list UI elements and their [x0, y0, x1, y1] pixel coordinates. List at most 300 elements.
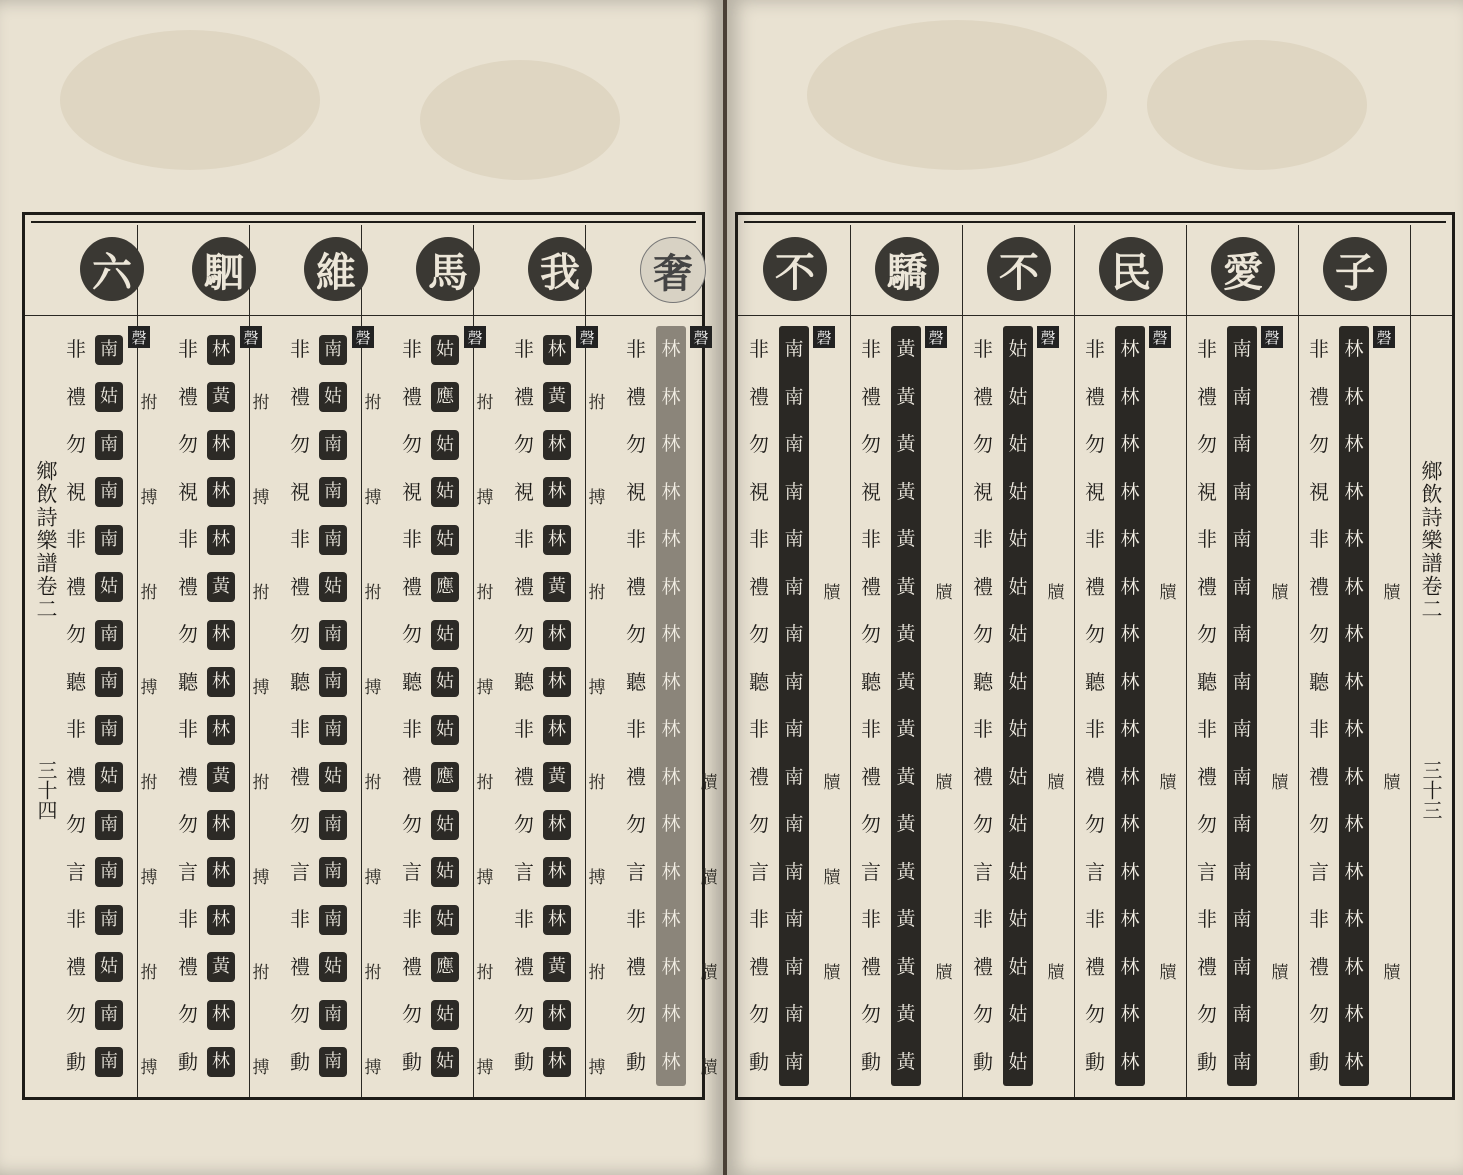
pitch-character: 林: [1344, 623, 1364, 645]
lyric-character: 非: [1197, 907, 1217, 931]
lyric-character: 勿: [66, 432, 86, 456]
lyric-character: 勿: [290, 622, 310, 646]
pitch-character: 南: [784, 480, 804, 503]
percussion-character: 牘: [1047, 773, 1065, 793]
percussion-character: 牘: [823, 583, 841, 603]
heading-character: 愛: [1211, 237, 1275, 301]
percussion-character: 搏: [588, 1058, 606, 1078]
pitch-character: 林: [207, 430, 235, 460]
pitch-character: 黃: [896, 765, 916, 788]
pitch-character: 黃: [543, 762, 571, 792]
pitch-character: 南: [95, 857, 123, 887]
percussion-character: 拊: [252, 393, 270, 413]
pitch-character: 姑: [1008, 433, 1028, 455]
pitch-character: 林: [1120, 575, 1140, 598]
percussion-character: 拊: [588, 963, 606, 983]
pitch-character: 林: [661, 528, 681, 550]
pitch-character: 黃: [896, 908, 916, 930]
pitch-character: 林: [1120, 860, 1140, 883]
lyric-character: 勿: [66, 812, 86, 836]
pitch-character: 林: [207, 1047, 235, 1077]
pitch-character: 林: [1120, 955, 1140, 978]
lyric-character: 聽: [402, 669, 422, 694]
lyric-character: 禮: [1197, 954, 1217, 979]
lyric-character: 非: [626, 337, 646, 361]
percussion-character: 牘: [935, 963, 953, 983]
pitch-character: 姑: [431, 525, 459, 555]
percussion-character: 拊: [364, 773, 382, 793]
lyric-character: 禮: [1085, 574, 1105, 599]
lyric-character: 非: [626, 527, 646, 551]
lyric-character: 非: [1309, 907, 1329, 931]
pitch-character: 林: [543, 477, 571, 507]
notation-column: [56, 326, 168, 1086]
pitch-character: 林: [1344, 528, 1364, 550]
pitch-character: 南: [1232, 908, 1252, 930]
pitch-character: 林: [1344, 385, 1364, 408]
lyric-character: 非: [66, 717, 86, 741]
pitch-character: 姑: [1008, 1050, 1028, 1073]
percussion-character: 搏: [476, 868, 494, 888]
lyric-character: 勿: [402, 1002, 422, 1026]
mode-marker: 磬: [240, 326, 262, 348]
lyric-character: 勿: [626, 812, 646, 836]
lyric-character: 動: [626, 1049, 646, 1074]
lyric-character: 禮: [514, 574, 534, 599]
pitch-character: 南: [784, 765, 804, 788]
pitch-character: 南: [1232, 718, 1252, 740]
percussion-character: 拊: [252, 773, 270, 793]
percussion-character: 牘: [1159, 583, 1177, 603]
lyric-character: 勿: [626, 1002, 646, 1026]
percussion-character: 拊: [476, 963, 494, 983]
lyric-character: 勿: [514, 812, 534, 836]
lyric-character: 禮: [514, 384, 534, 409]
pitch-character: 黃: [896, 480, 916, 503]
lyric-character: 禮: [861, 954, 881, 979]
lyric-character: 禮: [514, 954, 534, 979]
lyric-character: 勿: [749, 432, 769, 456]
lyric-character: 動: [1197, 1049, 1217, 1074]
pitch-character: 黃: [896, 528, 916, 550]
pitch-character: 黃: [896, 670, 916, 693]
pitch-character: 南: [319, 335, 347, 365]
lyric-character: 禮: [973, 764, 993, 789]
pitch-character: 林: [543, 1047, 571, 1077]
percussion-character: 搏: [140, 678, 158, 698]
percussion-character: 拊: [476, 583, 494, 603]
percussion-character: 搏: [588, 868, 606, 888]
pitch-character: 林: [661, 908, 681, 930]
lyric-character: 禮: [749, 384, 769, 409]
lyric-character: 勿: [749, 812, 769, 836]
lyric-character: 禮: [290, 764, 310, 789]
heading-character: 子: [1323, 237, 1387, 301]
lyric-character: 非: [1197, 717, 1217, 741]
percussion-character: 牘: [700, 1058, 718, 1078]
pitch-character: 黃: [896, 1050, 916, 1073]
lyric-character: 勿: [1197, 432, 1217, 456]
lyric-character: 視: [290, 479, 310, 504]
lyric-character: 聽: [514, 669, 534, 694]
lyric-character: 禮: [1197, 764, 1217, 789]
pitch-character: 林: [1344, 860, 1364, 883]
mode-marker: 磬: [352, 326, 374, 348]
percussion-character: 搏: [588, 488, 606, 508]
lyric-character: 勿: [749, 1002, 769, 1026]
lyric-character: 非: [402, 527, 422, 551]
notation-column: [963, 326, 1075, 1086]
pitch-character: 林: [661, 575, 681, 598]
pitch-strip: [1227, 326, 1257, 1086]
lyric-character: 勿: [861, 432, 881, 456]
lyric-character: 非: [178, 907, 198, 931]
pitch-character: 南: [784, 1050, 804, 1073]
pitch-character: 林: [1344, 813, 1364, 835]
lyric-character: 禮: [861, 384, 881, 409]
pitch-character: 林: [661, 480, 681, 503]
pitch-strip: [1339, 326, 1369, 1086]
pitch-character: 黃: [896, 860, 916, 883]
lyric-character: 動: [178, 1049, 198, 1074]
pitch-character: 南: [1232, 860, 1252, 883]
lyric-character: 禮: [66, 574, 86, 599]
pitch-character: 黃: [207, 952, 235, 982]
pitch-character: 林: [1120, 338, 1140, 360]
lyric-character: 非: [402, 337, 422, 361]
heading-character: 民: [1099, 237, 1163, 301]
pitch-character: 黃: [896, 718, 916, 740]
pitch-character: 南: [784, 575, 804, 598]
notation-column: [168, 326, 280, 1086]
lyric-character: 聽: [749, 669, 769, 694]
lyric-character: 勿: [1085, 622, 1105, 646]
percussion-character: 搏: [252, 678, 270, 698]
lyric-character: 禮: [626, 954, 646, 979]
pitch-character: 姑: [431, 1000, 459, 1030]
lyric-character: 勿: [973, 812, 993, 836]
lyric-character: 非: [178, 337, 198, 361]
lyric-character: 非: [514, 907, 534, 931]
lyric-character: 禮: [402, 574, 422, 599]
percussion-character: 牘: [1271, 773, 1289, 793]
pitch-character: 姑: [1008, 385, 1028, 408]
pitch-character: 林: [1344, 718, 1364, 740]
lyric-character: 言: [973, 859, 993, 884]
lyric-character: 禮: [1309, 384, 1329, 409]
lyric-character: 非: [402, 717, 422, 741]
margin-title-left: 鄉飲詩樂譜卷二: [34, 460, 58, 621]
pitch-character: 姑: [1008, 480, 1028, 503]
percussion-character: 搏: [476, 488, 494, 508]
lyric-character: 非: [749, 717, 769, 741]
pitch-character: 林: [207, 620, 235, 650]
pitch-character: 林: [543, 1000, 571, 1030]
lyric-character: 勿: [290, 432, 310, 456]
percussion-character: 牘: [1271, 963, 1289, 983]
lyric-character: 勿: [861, 812, 881, 836]
lyric-character: 勿: [1085, 432, 1105, 456]
pitch-character: 林: [207, 667, 235, 697]
percussion-character: 拊: [364, 963, 382, 983]
pitch-character: 南: [1232, 480, 1252, 503]
lyric-character: 勿: [66, 622, 86, 646]
lyric-character: 非: [290, 337, 310, 361]
pitch-character: 林: [661, 718, 681, 740]
mode-marker: 磬: [1149, 326, 1171, 348]
lyric-character: 禮: [514, 764, 534, 789]
lyric-character: 禮: [178, 764, 198, 789]
pitch-character: 林: [661, 433, 681, 455]
pitch-character: 南: [319, 525, 347, 555]
pitch-character: 姑: [95, 382, 123, 412]
heading-character: 維: [304, 237, 368, 301]
pitch-character: 南: [784, 813, 804, 835]
lyric-character: 勿: [66, 1002, 86, 1026]
lyric-character: 動: [861, 1049, 881, 1074]
pitch-character: 南: [95, 620, 123, 650]
pitch-character: 南: [319, 430, 347, 460]
pitch-character: 黃: [896, 955, 916, 978]
lyric-character: 聽: [1309, 669, 1329, 694]
notation-column: [616, 326, 728, 1086]
percussion-column: [362, 356, 384, 1116]
lyric-character: 非: [861, 527, 881, 551]
percussion-character: 搏: [476, 678, 494, 698]
lyric-character: 非: [514, 527, 534, 551]
lyric-character: 視: [178, 479, 198, 504]
lyric-character: 禮: [861, 574, 881, 599]
lyric-character: 勿: [1309, 812, 1329, 836]
pitch-character: 黃: [543, 382, 571, 412]
heading-character: 我: [528, 237, 592, 301]
mode-marker: 磬: [464, 326, 486, 348]
percussion-character: 牘: [935, 773, 953, 793]
percussion-character: 拊: [140, 773, 158, 793]
pitch-character: 姑: [431, 905, 459, 935]
pitch-character: 林: [1344, 433, 1364, 455]
pitch-character: 林: [543, 715, 571, 745]
lyric-character: 勿: [861, 622, 881, 646]
notation-column: [280, 326, 392, 1086]
pitch-character: 林: [661, 765, 681, 788]
percussion-character: 牘: [1383, 963, 1401, 983]
pitch-character: 黃: [896, 433, 916, 455]
lyric-character: 非: [1085, 717, 1105, 741]
pitch-character: 林: [1344, 575, 1364, 598]
pitch-character: 南: [784, 1003, 804, 1025]
lyric-character: 言: [66, 859, 86, 884]
notation-column: [1299, 326, 1411, 1086]
lyric-character: 聽: [66, 669, 86, 694]
lyric-character: 聽: [861, 669, 881, 694]
pitch-character: 南: [319, 1047, 347, 1077]
pitch-character: 黃: [896, 575, 916, 598]
pitch-character: 林: [1120, 528, 1140, 550]
pitch-character: 姑: [1008, 1003, 1028, 1025]
lyric-character: 動: [1309, 1049, 1329, 1074]
percussion-character: 牘: [823, 963, 841, 983]
pitch-character: 林: [543, 430, 571, 460]
pitch-character: 南: [319, 620, 347, 650]
percussion-column: [250, 356, 272, 1116]
percussion-character: 搏: [252, 1058, 270, 1078]
pitch-character: 林: [1344, 1050, 1364, 1073]
lyric-character: 勿: [1197, 812, 1217, 836]
percussion-character: 拊: [476, 773, 494, 793]
lyric-character: 視: [402, 479, 422, 504]
lyric-character: 勿: [514, 432, 534, 456]
pitch-character: 姑: [1008, 718, 1028, 740]
mode-marker: 磬: [128, 326, 150, 348]
margin-title-right: 鄉飲詩樂譜卷二: [1419, 460, 1443, 621]
lyric-column: [400, 326, 424, 1086]
lyric-character: 禮: [178, 574, 198, 599]
heading-character: 駟: [192, 237, 256, 301]
pitch-column: [430, 326, 460, 1086]
pitch-character: 林: [661, 338, 681, 360]
pitch-character: 林: [543, 667, 571, 697]
lyric-character: 禮: [626, 764, 646, 789]
lyric-character: 勿: [973, 622, 993, 646]
lyric-character: 非: [749, 907, 769, 931]
percussion-character: 搏: [140, 1058, 158, 1078]
percussion-character: 牘: [1271, 583, 1289, 603]
lyric-character: 勿: [178, 432, 198, 456]
pitch-character: 黃: [207, 382, 235, 412]
lyric-character: 非: [178, 527, 198, 551]
pitch-character: 姑: [1008, 623, 1028, 645]
pitch-character: 林: [1120, 1050, 1140, 1073]
pitch-character: 林: [661, 385, 681, 408]
percussion-character: 拊: [364, 393, 382, 413]
lyric-character: 勿: [626, 432, 646, 456]
lyric-character: 禮: [402, 954, 422, 979]
pitch-character: 姑: [431, 335, 459, 365]
pitch-character: 南: [95, 525, 123, 555]
pitch-character: 姑: [431, 430, 459, 460]
pitch-character: 姑: [431, 810, 459, 840]
lyric-character: 動: [1085, 1049, 1105, 1074]
pitch-character: 林: [661, 1003, 681, 1025]
pitch-character: 林: [1344, 1003, 1364, 1025]
right-page: [727, 0, 1463, 1175]
pitch-character: 林: [661, 813, 681, 835]
lyric-character: 禮: [66, 384, 86, 409]
percussion-character: 牘: [1383, 583, 1401, 603]
percussion-character: 拊: [476, 393, 494, 413]
lyric-character: 禮: [66, 764, 86, 789]
pitch-strip: [1003, 326, 1033, 1086]
pitch-character: 林: [207, 335, 235, 365]
lyric-character: 非: [626, 717, 646, 741]
pitch-character: 林: [1120, 1003, 1140, 1025]
percussion-column: [821, 356, 843, 1116]
mode-marker: 磬: [925, 326, 947, 348]
lyric-character: 非: [1197, 527, 1217, 551]
pitch-character: 南: [319, 905, 347, 935]
mode-marker: 磬: [1037, 326, 1059, 348]
mode-marker: 磬: [813, 326, 835, 348]
pitch-character: 林: [543, 905, 571, 935]
pitch-character: 應: [431, 762, 459, 792]
pitch-character: 黃: [896, 338, 916, 360]
percussion-character: 拊: [140, 393, 158, 413]
pitch-character: 南: [1232, 623, 1252, 645]
lyric-column: [512, 326, 536, 1086]
lyric-character: 勿: [1309, 622, 1329, 646]
pitch-character: 林: [543, 335, 571, 365]
percussion-column: [474, 356, 496, 1116]
pitch-character: 林: [1120, 765, 1140, 788]
pitch-character: 南: [95, 1000, 123, 1030]
notation-column: [739, 326, 851, 1086]
pitch-character: 南: [95, 667, 123, 697]
lyric-character: 非: [973, 907, 993, 931]
lyric-character: 視: [1085, 479, 1105, 504]
lyric-character: 勿: [402, 812, 422, 836]
percussion-character: 牘: [1383, 773, 1401, 793]
percussion-column: [1381, 356, 1403, 1116]
lyric-character: 禮: [973, 954, 993, 979]
lyric-character: 禮: [290, 384, 310, 409]
heading-character: 奢: [640, 237, 706, 303]
lyric-character: 勿: [290, 812, 310, 836]
lyric-character: 禮: [402, 384, 422, 409]
pitch-character: 南: [1232, 813, 1252, 835]
lyric-character: 勿: [1309, 432, 1329, 456]
pitch-character: 黃: [207, 572, 235, 602]
notation-column: [851, 326, 963, 1086]
pitch-character: 林: [207, 477, 235, 507]
pitch-character: 林: [661, 1050, 681, 1073]
page-number-right: 三十三: [1419, 760, 1443, 820]
lyric-character: 視: [973, 479, 993, 504]
pitch-character: 南: [784, 908, 804, 930]
pitch-character: 南: [95, 1047, 123, 1077]
lyric-character: 禮: [973, 574, 993, 599]
percussion-character: 牘: [1047, 963, 1065, 983]
lyric-character: 非: [973, 717, 993, 741]
percussion-column: [1269, 356, 1291, 1116]
pitch-character: 南: [1232, 528, 1252, 550]
percussion-character: 拊: [364, 583, 382, 603]
lyric-character: 勿: [402, 622, 422, 646]
lyric-character: 言: [1197, 859, 1217, 884]
lyric-character: 動: [749, 1049, 769, 1074]
pitch-strip: [891, 326, 921, 1086]
lyric-character: 勿: [178, 622, 198, 646]
pitch-character: 林: [1344, 670, 1364, 693]
lyric-character: 禮: [861, 764, 881, 789]
percussion-character: 搏: [476, 1058, 494, 1078]
pitch-strip: [1115, 326, 1145, 1086]
lyric-column: [859, 326, 883, 1086]
pitch-character: 南: [784, 385, 804, 408]
lyric-character: 禮: [1309, 764, 1329, 789]
lyric-character: 非: [1309, 337, 1329, 361]
lyric-character: 非: [1309, 527, 1329, 551]
percussion-column: [1045, 356, 1067, 1116]
heading-character: 不: [763, 237, 827, 301]
pitch-character: 南: [784, 338, 804, 360]
pitch-character: 南: [95, 477, 123, 507]
page-number-left: 三十四: [34, 760, 58, 820]
percussion-character: 拊: [140, 583, 158, 603]
lyric-character: 禮: [626, 384, 646, 409]
pitch-character: 南: [784, 670, 804, 693]
pitch-character: 姑: [1008, 765, 1028, 788]
